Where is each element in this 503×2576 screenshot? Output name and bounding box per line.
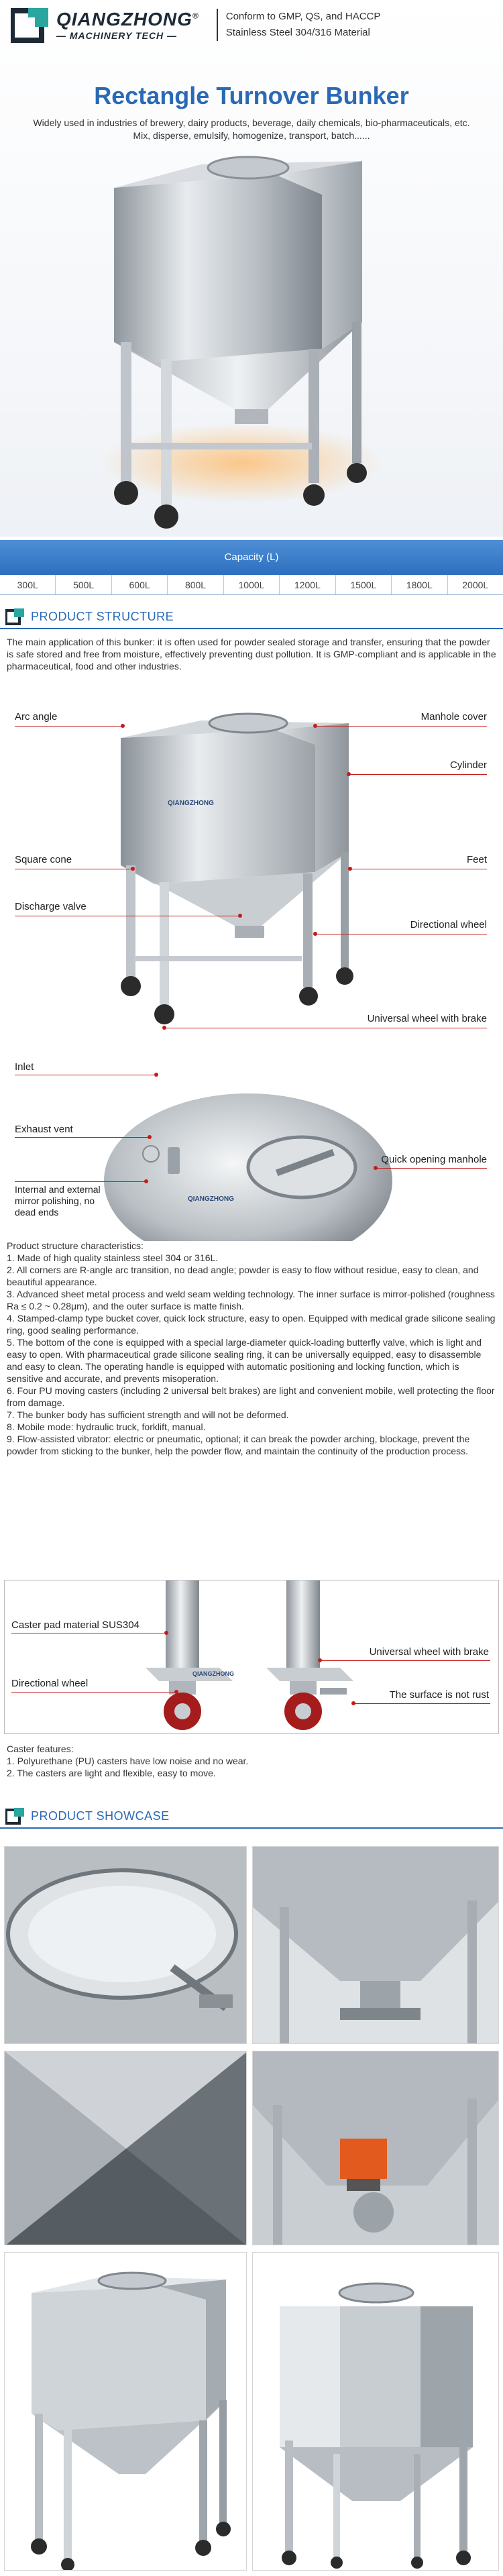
gallery-photo-interior[interactable]: [4, 2051, 247, 2245]
feature-item: 7. The bunker body has sufficient strength and will not be deformed.: [7, 1409, 289, 1420]
callout-dot: [313, 724, 317, 728]
note-material: Stainless Steel 304/316 Material: [225, 27, 370, 38]
capacity-cell: 1000L: [224, 575, 280, 594]
callout-line: [349, 774, 487, 775]
lid-clamp-image: [5, 1847, 247, 2044]
callout-dot: [347, 772, 351, 776]
brand-logo-icon: [11, 7, 50, 43]
callout-arc-angle: Arc angle: [15, 711, 58, 722]
callout-cylinder: Cylinder: [449, 759, 487, 771]
bunker-diagram-image: [114, 698, 382, 1033]
caster-image: [132, 1580, 387, 1733]
page-title: Rectangle Turnover Bunker: [94, 82, 409, 109]
feature-item: 9. Flow-assisted vibrator: electric or pneumatic, optional; it can break the powder arching, blockage, prevent the powder from sticking to the bunker, help the powder flow, and maintain the continuity of the production process.: [7, 1434, 470, 1456]
callout-quick-manhole: Quick opening manhole: [381, 1154, 487, 1165]
hero-description: Widely used in industries of brewery, dairy products, beverage, daily chemicals, bio-pharmaceuticals, etc. Mix, disperse, emulsify, homogenize, transport, batch......: [33, 117, 470, 141]
callout-directional-wheel-caster: Directional wheel: [11, 1678, 89, 1689]
section-title: PRODUCT STRUCTURE: [31, 609, 174, 623]
callout-line: [376, 1168, 487, 1169]
callout-dot: [148, 1135, 152, 1139]
section-title: PRODUCT SHOWCASE: [31, 1809, 170, 1823]
caster-detail-panel: [4, 1580, 499, 1734]
caster-feature-item: 1. Polyurethane (PU) casters have low noise and no wear.: [7, 1756, 249, 1766]
capacity-cell: 500L: [56, 575, 111, 594]
top-detail-view: [0, 1053, 503, 1241]
callout-dot: [154, 1073, 158, 1077]
note-certification: Conform to GMP, QS, and HACCP: [225, 11, 381, 22]
callout-dot: [144, 1179, 148, 1183]
hero-product-image: [94, 127, 389, 530]
feature-item: 3. Advanced sheet metal process and weld seam welding technology. The inner surface is mirror-polished (roughness Ra ≤ 0.2 ~ 0.28μm), and the outer surface is matte finish.: [7, 1289, 495, 1311]
interior-image: [5, 2051, 247, 2245]
callout-dot: [348, 867, 352, 871]
callout-dot: [121, 724, 125, 728]
features-title: Product structure characteristics:: [7, 1240, 144, 1251]
product-gallery: [4, 1846, 499, 2571]
gallery-photo-rectangle-bunker[interactable]: [4, 2252, 247, 2571]
callout-discharge-valve: Discharge valve: [15, 901, 87, 912]
callout-inlet: Inlet: [15, 1061, 34, 1073]
diagram-logo-text: QIANGZHONG: [168, 800, 214, 807]
caster-features: [7, 1743, 496, 1779]
callout-line: [320, 1660, 490, 1661]
brand-tagline: — MACHINERY TECH —: [56, 30, 178, 41]
certification-notes: [217, 9, 381, 41]
feature-item: 2. All corners are R-angle arc transition, no dead angle; powder is easy to flow without residue, easy to clean, and beautiful appearance.: [7, 1265, 479, 1287]
callout-manhole-cover: Manhole cover: [421, 711, 487, 722]
capacity-header: Capacity (L): [0, 540, 503, 575]
section-marker-icon: [5, 1807, 25, 1825]
callout-dot: [164, 1631, 168, 1635]
hero-banner: [0, 0, 503, 537]
callout-exhaust-vent: Exhaust vent: [15, 1124, 73, 1135]
feature-item: 4. Stamped-clamp type bucket cover, quick lock structure, easy to open. Equipped with medical grade silicone sealing ring, good sealing performance.: [7, 1313, 496, 1336]
callout-mirror-polishing: Internal and external mirror polishing, no dead ends: [15, 1184, 101, 1218]
capacity-table: [0, 540, 503, 595]
callout-universal-wheel: Universal wheel with brake: [367, 1013, 487, 1024]
callout-rust-free: The surface is not rust: [389, 1689, 489, 1701]
callout-universal-wheel-brake: Universal wheel with brake: [369, 1646, 489, 1658]
brand-name: QIANGZHONG: [56, 9, 192, 30]
section-header-structure: [0, 604, 503, 629]
rectangle-bunker-image: [5, 2253, 247, 2571]
feature-item: 8. Mobile mode: hydraulic truck, forklift, manual.: [7, 1421, 206, 1432]
capacity-cell: 1200L: [280, 575, 335, 594]
caster-logo-text: QIANGZHONG: [192, 1670, 234, 1677]
structure-intro: The main application of this bunker: it is often used for powder sealed storage and transfer, ensuring that the powder is safe stored and free from moisture, effectively preventing dust pollution. It is GMP-compliant and is applicable in the pharmaceutical, food and other industries.: [7, 637, 496, 672]
callout-line: [15, 726, 122, 727]
capacity-cell: 600L: [112, 575, 168, 594]
vibrator-image: [253, 2051, 499, 2245]
section-divider: [0, 1827, 503, 1829]
callout-line: [15, 1181, 146, 1182]
callout-dot: [313, 932, 317, 936]
callout-dot: [374, 1166, 378, 1170]
callout-caster-pad: Caster pad material SUS304: [11, 1619, 139, 1631]
callout-directional-wheel: Directional wheel: [410, 919, 487, 930]
gallery-photo-vibrator[interactable]: [252, 2051, 499, 2245]
feature-item: 1. Made of high quality stainless steel 304 or 316L.: [7, 1252, 219, 1263]
detail-logo-text: QIANGZHONG: [188, 1195, 234, 1203]
gallery-photo-cylinder-bunker[interactable]: [252, 2252, 499, 2571]
feature-item: 6. Four PU moving casters (including 2 universal belt brakes) are light and convenient mobile, well protecting the floor from damage.: [7, 1385, 495, 1408]
caster-features-title: Caster features:: [7, 1743, 74, 1754]
capacity-cell: 300L: [0, 575, 56, 594]
capacity-cell: 1800L: [392, 575, 447, 594]
header-bar: [0, 0, 503, 50]
brand-logo[interactable]: [11, 7, 199, 43]
callout-dot: [162, 1026, 166, 1030]
caster-feature-item: 2. The casters are light and flexible, easy to move.: [7, 1768, 216, 1778]
section-marker-icon: [5, 608, 25, 625]
capacity-row: [0, 575, 503, 595]
registered-mark: ®: [192, 11, 199, 21]
callout-dot: [351, 1701, 355, 1705]
features-list: [7, 1240, 496, 1457]
callout-line: [353, 1703, 490, 1704]
cone-valve-image: [253, 1847, 499, 2044]
callout-line: [315, 726, 487, 727]
capacity-cell: 1500L: [336, 575, 392, 594]
structure-diagram: [0, 698, 503, 1046]
manhole-detail-image: [101, 1080, 396, 1241]
section-header-showcase: [0, 1803, 503, 1829]
callout-line: [15, 1137, 149, 1138]
capacity-cell: 2000L: [462, 580, 489, 590]
callout-dot: [174, 1690, 178, 1694]
callout-dot: [318, 1658, 322, 1662]
callout-dot: [131, 867, 135, 871]
gallery-photo-lid-clamp[interactable]: [4, 1846, 247, 2044]
cylinder-bunker-image: [253, 2253, 499, 2571]
callout-dot: [238, 914, 242, 918]
section-divider: [0, 628, 503, 629]
gallery-photo-cone-valve[interactable]: [252, 1846, 499, 2044]
callout-line: [11, 1692, 176, 1693]
feature-item: 5. The bottom of the cone is equipped with a special large-diameter quick-loading butterfly valve, which is light and easy to open. With pharmaceutical grade silicone sealing ring, it can be universally equipped, easy to disassemble and easy to clean. The operating handle is equipped with automatic positioning and locking function, which is sensitive and accurate, and prevents misoperation.: [7, 1337, 482, 1384]
callout-feet: Feet: [466, 854, 487, 865]
callout-square-cone: Square cone: [15, 854, 72, 865]
capacity-cell: 800L: [168, 575, 223, 594]
